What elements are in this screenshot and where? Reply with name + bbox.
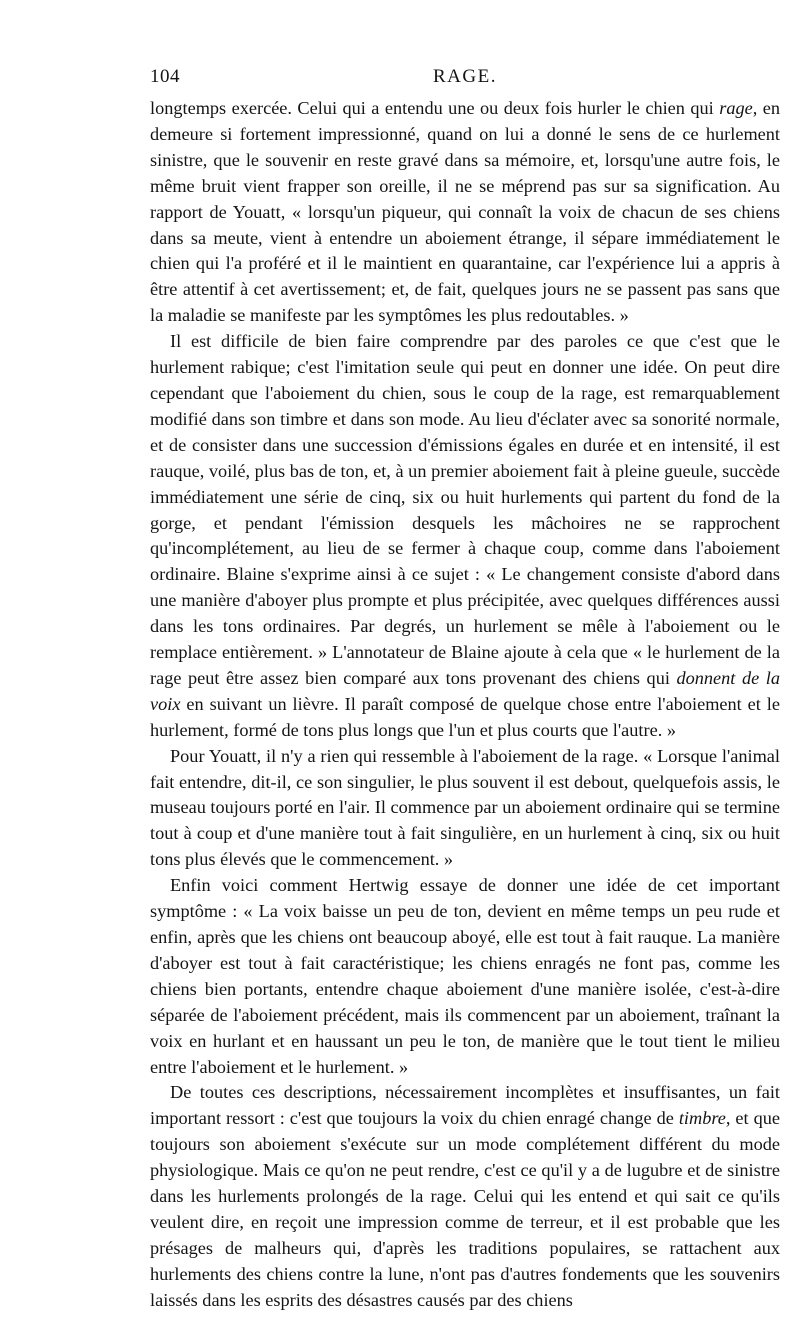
page-body: [150, 96, 780, 1314]
text-run: , et que toujours son aboiement s'exécute sur un mode complétement différent du mode physiologique. Mais ce qu'on ne peut rendre, c'est ce qu'il y a de lugubre et de sinistre dans les hurlements prolongés de la rage. Celui qui les entend et qui sait ce qu'ils veulent dire, en reçoit une impression comme de terreur, et il est probable que les présages de malheurs qui, d'après les traditions populaires, se rattachent aux hurlements des chiens contre la lune, n'ont pas d'autres fondements que les souvenirs laissés dans les esprits des désastres causés par des chiens: [150, 1108, 780, 1310]
text-run: longtemps exercée. Celui qui a entendu une ou deux fois hurler le chien qui: [150, 98, 720, 118]
page-number: 104: [150, 66, 180, 87]
italic-text: timbre: [678, 1108, 726, 1129]
text-run: De toutes ces descriptions, nécessairement incomplètes et insuffisantes, un fait important ressort : c'est que toujours la voix du chien enragé change de: [150, 1082, 780, 1129]
book-page: [150, 62, 780, 1314]
italic-text: donnent de la voix: [150, 667, 780, 714]
page-header: [150, 62, 780, 96]
text-run: Pour Youatt, il n'y a rien qui ressemble à l'aboiement de la rage. « Lorsque l'animal fait entendre, dit-il, ce son singulier, le plus souvent il est debout, quelquefois assis, le museau toujours porté en l'air. Il commence par un aboiement ordinaire qui se termine tout à coup et d'une manière tout à fait singulière, en un hurlement à cinq, six ou huit tons plus élevés que le commencement. »: [150, 745, 780, 870]
text-run: Enfin voici comment Hertwig essaye de donner une idée de cet important symptôme : « La voix baisse un peu de ton, devient en même temps un peu rude et enfin, après que les chiens ont beaucoup aboyé, elle est tout à fait rauque. La manière d'aboyer est tout à fait caractéristique; les chiens enragés ne font pas, comme les chiens bien portants, entendre chaque aboiement d'une manière isolée, c'est-à-dire séparée de l'aboiement précédent, mais ils commencent par un aboiement, traînant la voix en hurlant et en haussant un peu le ton, de manière que le tout tient le milieu entre l'aboiement et le hurlement. »: [150, 875, 780, 1077]
running-title: RAGE.: [433, 66, 497, 87]
body-paragraph: [150, 329, 780, 744]
body-paragraph: [150, 873, 780, 1080]
text-run: en suivant un lièvre. Il paraît composé de quelque chose entre l'aboiement et le hurlement, formé de tons plus longs que l'un et plus courts que l'autre. »: [150, 693, 780, 740]
body-paragraph: [150, 1080, 780, 1313]
body-paragraph: [150, 96, 780, 329]
body-paragraph: [150, 744, 780, 874]
text-run: Il est difficile de bien faire comprendre par des paroles ce que c'est que le hurlement rabique; c'est l'imitation seule qui peut en donner une idée. On peut dire cependant que l'aboiement du chien, sous le coup de la rage, est remarquablement modifié dans son timbre et dans son mode. Au lieu d'éclater avec sa sonorité normale, et de consister dans une succession d'émissions égales en durée et en intensité, il est rauque, voilé, plus bas de ton, et, à un premier aboiement fait à pleine gueule, succède immédiatement une série de cinq, six ou huit hurlements qui partent du fond de la gorge, et pendant l'émission desquels les mâchoires ne se rapprochent qu'incomplétement, au lieu de se fermer à chaque coup, comme dans l'aboiement ordinaire. Blaine s'exprime ainsi à ce sujet : « Le changement consiste d'abord dans une manière d'aboyer plus prompte et plus précipitée, avec quelques différences aussi dans les tons ordinaires. Par degrés, un hurlement se mêle à l'aboiement ou le remplace entièrement. » L'annotateur de Blaine ajoute à cela que « le hurlement de la rage peut être assez bien comparé aux tons provenant des chiens qui: [150, 331, 780, 688]
text-run: , en demeure si fortement impressionné, quand on lui a donné le sens de ce hurlement sinistre, que le souvenir en reste gravé dans sa mémoire, et, lorsqu'une autre fois, le même bruit vient frapper son oreille, il ne se méprend pas sur sa signification. Au rapport de Youatt, « lorsqu'un piqueur, qui connaît la voix de chacun de ses chiens dans sa meute, vient à entendre un aboiement étrange, il sépare immédiatement le chien qui l'a proféré et il le maintient en quarantaine, car l'expérience lui a appris à être attentif à cet avertissement; et, de fait, quelques jours ne se passent pas sans que la maladie se manifeste par les symptômes les plus redoutables. »: [150, 98, 780, 326]
italic-text: rage: [719, 98, 753, 118]
